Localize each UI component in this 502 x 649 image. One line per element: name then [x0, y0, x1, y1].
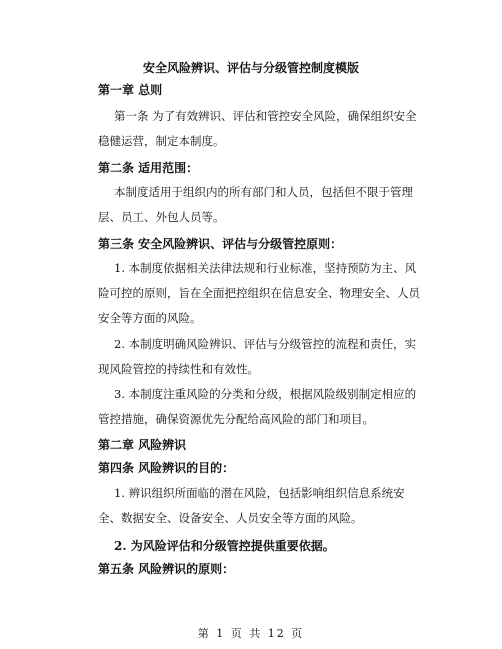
article-2-heading: 第二条 适用范围：: [98, 161, 199, 175]
article-5-heading: 第五条 风险辨识的原则：: [98, 562, 235, 576]
chapter-2-heading: 第二章 风险辨识: [98, 438, 187, 452]
article-3-heading: 第三条 安全风险辨识、评估与分级管控原则：: [98, 237, 343, 251]
article-4-heading: 第四条 风险辨识的目的：: [98, 461, 235, 475]
article-1-text: 第一条 为了有效辨识、评估和管控安全风险，确保组织安全稳健运营，制定本制度。: [98, 109, 417, 148]
article-2-text: 本制度适用于组织内的所有部门和人员，包括但不限于管理层、员工、外包人员等。: [98, 185, 413, 224]
article-3-item-3: 3. 本制度注重风险的分类和分级，根据风险级别制定相应的管控措施，确保资源优先分配给高风险的部门和项目。: [98, 387, 417, 426]
article-3-item-2: 2. 本制度明确风险辨识、评估与分级管控的流程和责任，实现风险管控的持续性和有效性。: [98, 337, 417, 376]
document-title: 安全风险辨识、评估与分级管控制度模版: [142, 61, 359, 75]
article-4-item-1: 1. 辨识组织所面临的潜在风险，包括影响组织信息系统安全、数据安全、设备安全、人员安全等方面的风险。: [98, 486, 405, 525]
article-3-item-1: 1. 本制度依据相关法律法规和行业标准，坚持预防为主、风险可控的原则，旨在全面把控组织在信息安全、物理安全、人员安全等方面的风险。: [98, 261, 420, 325]
chapter-1-heading: 第一章 总则: [98, 83, 163, 97]
article-4-item-2: 2. 为风险评估和分级管控提供重要依据。: [114, 539, 335, 553]
page-footer: 第 1 页 共 12 页: [197, 627, 305, 640]
